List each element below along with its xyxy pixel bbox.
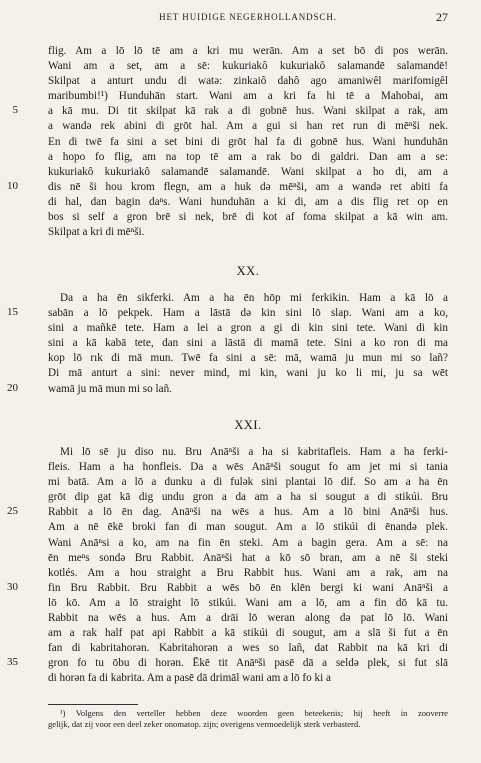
text-line: Rabbit a lō ēn dag. Anāⁿši na wēs a hus. Am a lō bini Anāⁿši hus. [48, 506, 448, 519]
text-line: dis nē ši hou krom flegn, am a huk də mēⁿši, am a wandə ret abiti fa [48, 180, 448, 193]
line-number: 25 [7, 505, 18, 518]
text-line: fin Bru Rabbit. Bru Rabbit a wēs bō ēn klēn bergi ki wani Anāⁿši a [48, 581, 448, 594]
text-line: di hal, dan bagin daⁿs. Wani hunduhān a ki di, am a dis flig ret op en [48, 195, 448, 208]
text-line: fan di kabritahorən. Kabritahorən a wes so lañ, dat Rabbit na kā kri di [48, 642, 448, 655]
text-line: Skilpat a anturt undu di watə: zinkaiô dahô ago amaniwêl marifomigêl [48, 75, 448, 88]
footnote [48, 708, 448, 730]
text-line: maribumbi!¹) Hunduhān start. Wani am a kri fa hi tē a Mahobai, am [48, 90, 448, 103]
text-line: kotlés. Am a hou straight a Bru Rabbit hus. Wani am a rak, am na [48, 566, 448, 579]
section-2-text [7, 291, 448, 397]
line-number: 5 [12, 104, 18, 117]
text-line: kop lō rık di mā mun. Twē fa sini a sē: mā, wamā ju mun mi so lañ? [48, 352, 448, 365]
text-line: bos si self a gron brē si nek, brē di kot af foma skilpat a kā win am. [48, 211, 448, 224]
text-line: Wani Anāⁿsi a ko, am na fin ēn steki. Am a bagin gera. Am a sē: na [48, 536, 448, 549]
section-3-text [7, 445, 448, 687]
section-heading-xxi: XXI. [234, 418, 262, 432]
text-line: a wandə rek abini di grōt hal. Am a gui si han ret run di mēⁿši nek. [48, 120, 448, 133]
text-line: wamā ju mā mun mi so lañ. [48, 382, 172, 395]
text-line: En di twē fa sini a set bini di grōt hal fa di gobnē hus. Wani hunduhān [48, 135, 448, 148]
text-line: gron fo tu ōbu di horən. Ēkē tit Anāⁿši pasē dā a seldə plek, si fut slā [48, 657, 448, 670]
section-1-text [7, 44, 448, 240]
text-line: am a rak half pat api Rabbit a kā stikúi di sougut, am a slā ši fut a ēn [48, 627, 448, 640]
text-line: Di mā anturt a sini: never mind, mi kin, wani ju ko li mi, ju sa wēt [48, 367, 448, 380]
text-line: a kā mu. Di tit skilpat kā rak a di gobnē hus. Wani skilpat a rak, am [48, 105, 448, 118]
text-line: ēn meⁿs sondə Bru Rabbit. Anāⁿši hat a kō sō bran, am a nē ši steki [48, 551, 448, 564]
line-number: 30 [7, 580, 18, 593]
running-head: HET HUIDIGE NEGERHOLLANDSCH. [159, 12, 337, 22]
text-line: di horən fa di kabrita. Am a pasē dā drimāl wani am a lō fo ki a [48, 672, 332, 685]
text-line: Skilpat a kri di mēⁿši. [48, 226, 145, 239]
text-line: kukuriakô kukuriakô salamandē salamandē. Wani skilpat a ho di, am a [48, 165, 448, 178]
text-line: flig. Am a lō lō tē am a kri mu werān. Am a set bō di pos werān. [48, 45, 448, 57]
text-line: a hopo fo flig, am na top tē am a rak bo di galdri. Dan am a se: [48, 150, 448, 163]
text-line: Da a ha ēn sikferki. Am a ha ēn hōp mi ferkikin. Ham a kā lō a [60, 292, 448, 304]
page-header [48, 12, 448, 28]
line-number: 15 [7, 306, 18, 319]
text-line: grōt dip gat kā dig undu gron a da am a ha si sougut a di stikúi. Bru [48, 491, 448, 504]
text-line: lō kō. Am a lō straight lō stikúi. Wani am a lō, am a fin dō kā tu. [48, 596, 448, 609]
page-number: 27 [436, 10, 448, 24]
text-line: Mi lō sē ju diso nu. Bru Anāⁿši a ha si kabritafleis. Ham a ha ferki- [60, 446, 448, 458]
footnote-rule [48, 704, 138, 705]
text-line: mi batā. Am a lō a dunku a di fulək sini plantai lō dif. So am a ha ēn [48, 476, 448, 489]
text-line: sabān a lō pekpek. Ham a lāstā də kin sini lō slap. Wani am a ko, [48, 307, 448, 320]
line-number: 35 [7, 656, 18, 669]
line-number: 20 [7, 381, 18, 394]
text-line: sini a kā kabā tete, dan sini a lāstā di mamā tete. Sini a ko ron di ma [48, 337, 448, 350]
text-line: Rabbit na wēs a hus. Am a drāi lō weran along də pat lō lō. Wani [48, 612, 448, 625]
text-line: Am a nē ēkē broki fan di man sougut. Am a lō stikúi di ēnandə plek. [48, 521, 448, 534]
text-line: sini a mañkē tete. Ham a lei a gron a gi di kin sini tete. Wani di kin [48, 322, 448, 335]
section-heading-xx: XX. [236, 264, 260, 278]
footnote-line: gelijk, dat zij voor een deel zeker onomatop. zijn; overigens vermoedelijk sterk verbasterd. [48, 719, 361, 729]
footnote-line: ¹) Volgens den verteller hebben deze woorden geen beteekenis; hij heeft in zooverre [60, 708, 448, 718]
text-line: Wani am a set, am a sē: kukuriakô kukuriakô salamandē salamandē! [48, 60, 448, 73]
text-line: fleis. Ham a ha honfleis. Da a wēs Anāⁿši sougut fo am jet mi si tania [48, 461, 448, 474]
line-number: 10 [7, 179, 18, 192]
